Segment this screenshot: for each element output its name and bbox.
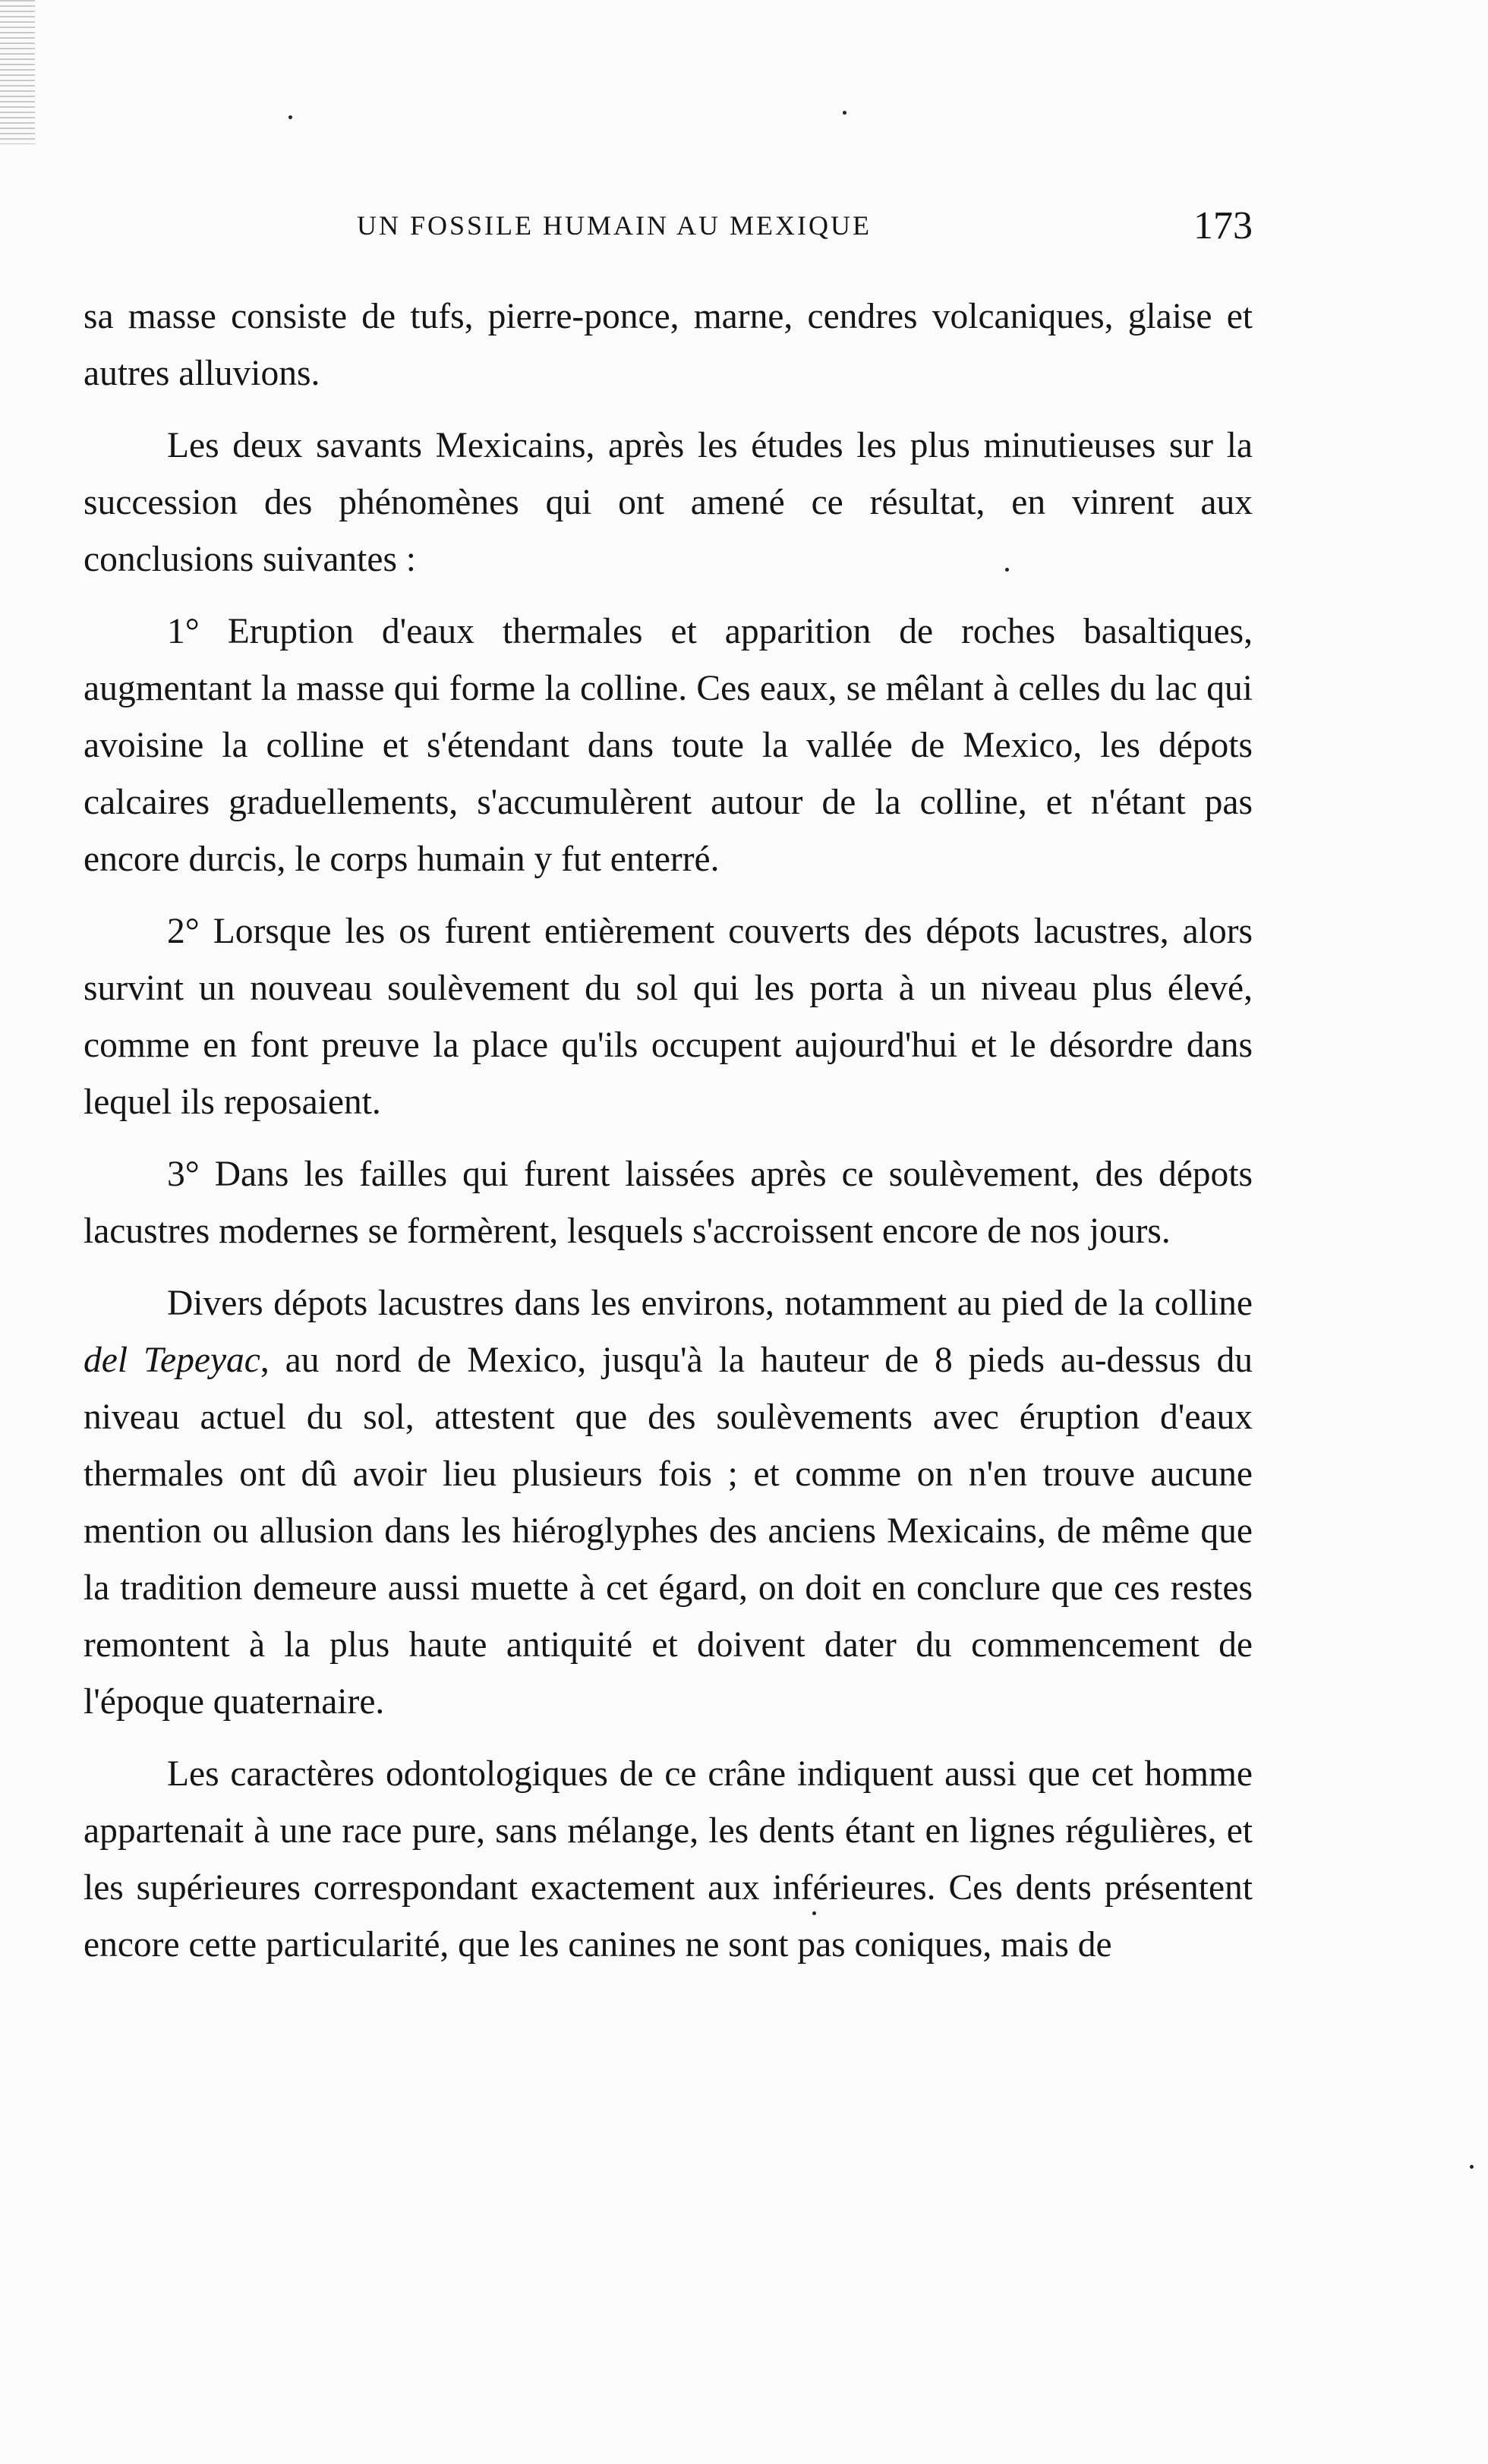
page-header	[357, 203, 1253, 257]
scan-speck	[812, 1911, 816, 1915]
body-text	[84, 288, 1253, 1974]
page-number: 173	[1193, 204, 1253, 247]
paragraph-conclusion-1: 1° Eruption d'eaux thermales et apparition de roches basaltiques, augmentant la masse qui forme la colline. Ces eaux, se mêlant à celles du lac qui avoisine la colline et s'étendant dans toute la vallée de Mexico, les dépots calcaires graduellements, s'accumulèrent autour de la colline, et n'étant pas encore durcis, le corps humain y fut enterré.	[84, 612, 1253, 879]
paragraph-text-before: Divers dépots lacustres dans les environs, notamment au pied de la colline	[167, 1284, 1253, 1323]
paragraph-conclusion-2: 2° Lorsque les os furent entièrement couverts des dépots lacustres, alors survint un nouveau soulèvement du sol qui les porta à un niveau plus élevé, comme en font preuve la place qu'ils occupent aujourd'hui et le désordre dans lequel ils reposaient.	[84, 912, 1253, 1122]
paragraph-text-after: , au nord de Mexico, jusqu'à la hauteur de 8 pieds au-dessus du niveau actuel du sol, attestent que des soulèvements avec éruption d'eaux thermales ont dû avoir lieu plusieurs fois ; et comme on n'en trouve aucune mention ou allusion dans les hiéroglyphes des anciens Mexicains, de même que la tradition demeure aussi muette à cet égard, on doit en conclure que ces restes remontent à la plus haute antiquité et doivent dater du commencement de l'époque quaternaire.	[84, 1341, 1253, 1722]
italic-place-name: del Tepeyac	[84, 1341, 260, 1380]
scan-speck	[288, 115, 292, 119]
paragraph-odontological: Les caractères odontologiques de ce crâne indiquent aussi que cet homme appartenait à une race pure, sans mélange, les dents étant en lignes régulières, et les supérieures correspondant exactement aux inférieures. Ces dents présentent encore cette particularité, que les canines ne sont pas coniques, mais de	[84, 1754, 1253, 1965]
scan-speck	[843, 111, 846, 115]
scan-speck	[1005, 568, 1009, 572]
paragraph-continuation: sa masse consiste de tufs, pierre-ponce, marne, cendres volcaniques, glaise et autres alluvions.	[84, 297, 1253, 393]
running-title: UN FOSSILE HUMAIN AU MEXIQUE	[357, 210, 872, 241]
paragraph-lacustrine-deposits	[84, 1275, 1253, 1731]
scan-edge-noise	[0, 0, 35, 144]
scan-speck	[1470, 2165, 1474, 2169]
paragraph-conclusion-3: 3° Dans les failles qui furent laissées après ce soulèvement, des dépots lacustres modernes se formèrent, lesquels s'accroissent encore de nos jours.	[84, 1155, 1253, 1251]
paragraph-intro-conclusions: Les deux savants Mexicains, après les études les plus minutieuses sur la succession des phénomènes qui ont amené ce résultat, en vinrent aux conclusions suivantes :	[84, 426, 1253, 579]
